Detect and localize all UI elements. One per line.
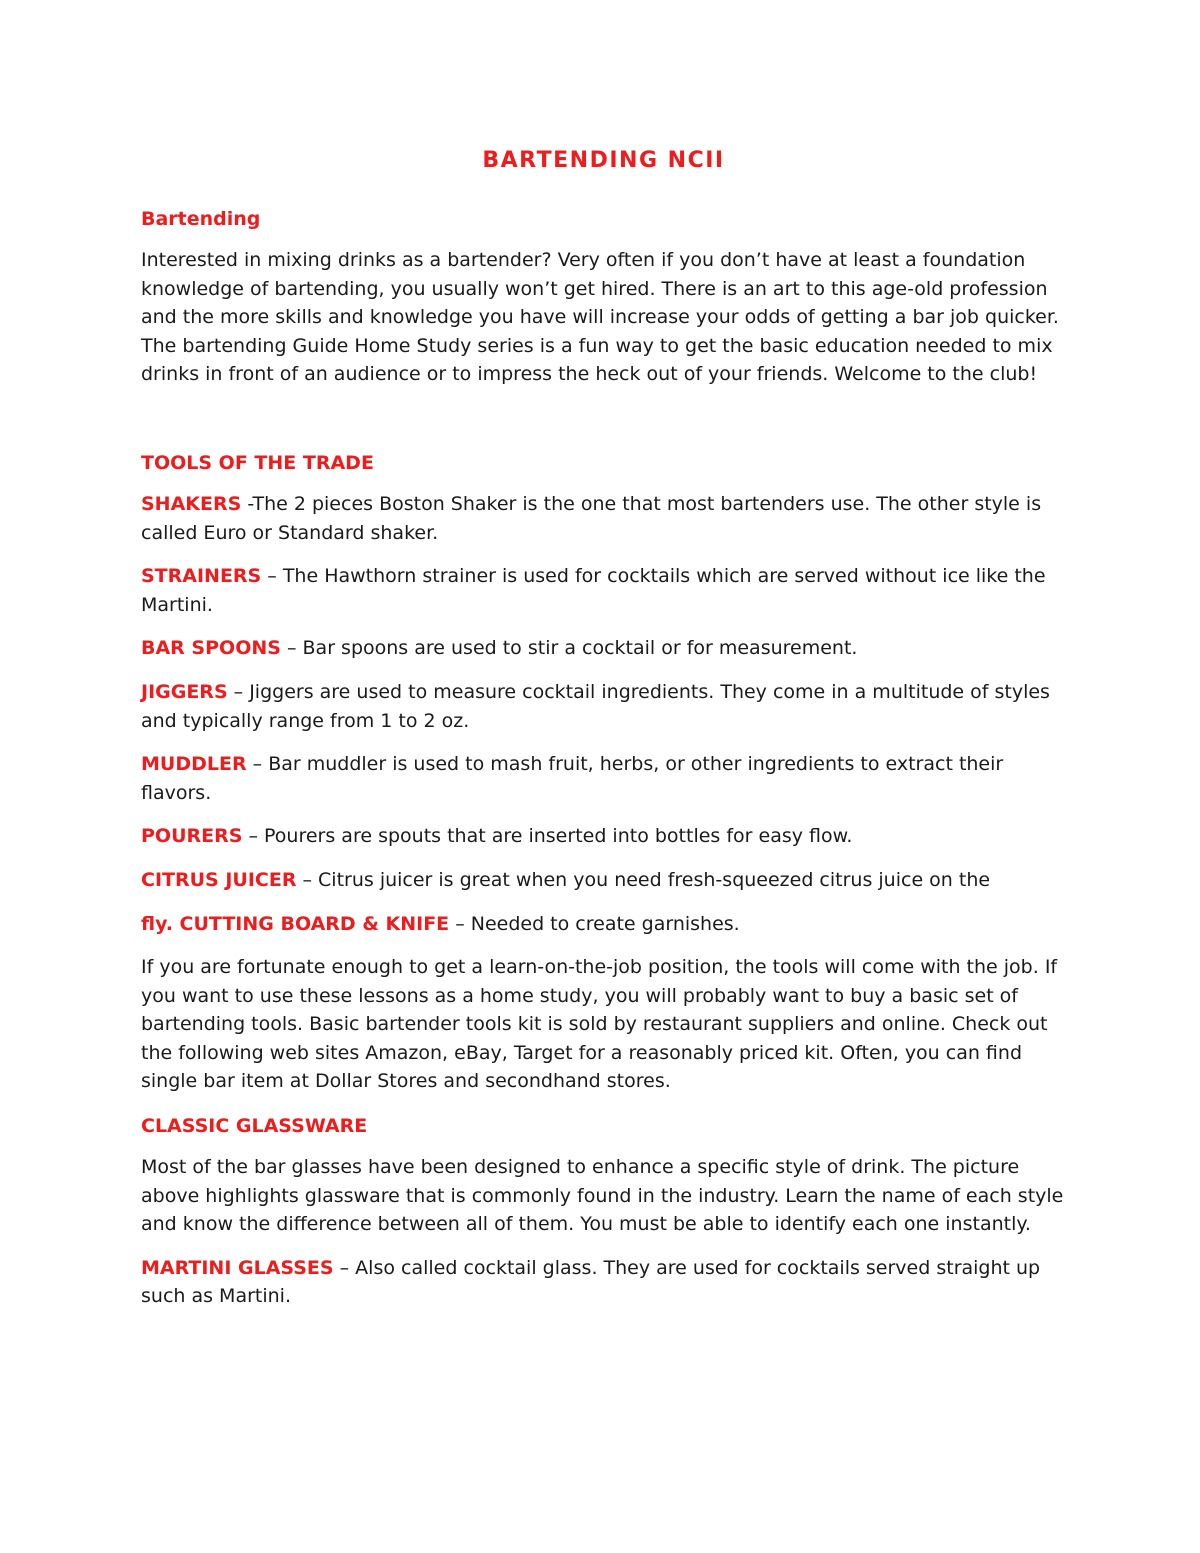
tools-closing-paragraph: If you are fortunate enough to get a learn-on-the-job position, the tools will come with the job. If you want to use these lessons as a home study, you will probably want to buy a basic set of bartending tools. Basic bartender tools kit is sold by restaurant suppliers and online. Check out the following web sites Amazon, eBay, Target for a reasonably priced kit. Often, you can find single bar item at Dollar Stores and secondhand stores. xyxy=(141,956,1058,1093)
tool-description: – Needed to create garnishes. xyxy=(449,912,740,935)
tool-item-strainers xyxy=(141,562,1066,619)
tool-term: SHAKERS xyxy=(141,492,242,515)
tool-term: fly. CUTTING BOARD & KNIFE xyxy=(141,912,450,935)
tool-item-jiggers xyxy=(141,678,1066,735)
tool-item-bar-spoons xyxy=(141,634,1066,663)
tool-description: – The Hawthorn strainer is used for cocktails which are served without ice like the Martini. xyxy=(141,565,1046,616)
tool-item-muddler xyxy=(141,750,1066,807)
tool-description: – Jiggers are used to measure cocktail ingredients. They come in a multitude of styles and typically range from 1 to 2 oz. xyxy=(141,680,1050,732)
glass-term: MARTINI GLASSES xyxy=(141,1256,334,1279)
tool-description: – Citrus juicer is great when you need fresh-squeezed citrus juice on the xyxy=(296,868,991,891)
section-heading-tools: TOOLS OF THE TRADE xyxy=(141,451,374,474)
document-title: BARTENDING NCII xyxy=(482,148,725,173)
section-heading-bartending: Bartending xyxy=(141,208,261,230)
tool-description: – Bar muddler is used to mash fruit, herbs, or other ingredients to extract their flavors. xyxy=(141,753,1004,804)
tool-description: – Bar spoons are used to stir a cocktail or for measurement. xyxy=(280,637,858,660)
glassware-paragraph: Most of the bar glasses have been designed to enhance a specific style of drink. The picture above highlights glassware that is commonly found in the industry. Learn the name of each style and know the difference between all of them. You must be able to identify each one instantly. xyxy=(141,1156,1064,1236)
section-heading-glassware: CLASSIC GLASSWARE xyxy=(141,1115,368,1138)
glass-description: – Also called cocktail glass. They are used for cocktails served straight up such as Martini. xyxy=(141,1256,1041,1308)
section-spacer xyxy=(141,404,1066,448)
tool-item-citrus-juicer xyxy=(141,866,1066,895)
tool-term: CITRUS JUICER xyxy=(141,868,297,891)
tool-term: MUDDLER xyxy=(141,753,247,776)
tool-description: – Pourers are spouts that are inserted into bottles for easy flow. xyxy=(242,825,853,848)
tool-term: STRAINERS xyxy=(141,565,262,588)
tool-description: -The 2 pieces Boston Shaker is the one that most bartenders use. The other style is called Euro or Standard shaker. xyxy=(141,492,1042,544)
tool-term: BAR SPOONS xyxy=(141,637,281,660)
glass-item-martini xyxy=(141,1254,1066,1311)
tool-term: POURERS xyxy=(141,825,243,848)
tool-term: JIGGERS xyxy=(141,680,228,703)
intro-paragraph: Interested in mixing drinks as a bartender? Very often if you don’t have at least a foundation knowledge of bartending, you usually won’t get hired. There is an art to this age-old profession and the more skills and knowledge you have will increase your odds of getting a bar job quicker. The bartending Guide Home Study series is a fun way to get the basic education needed to mix drinks in front of an audience or to impress the heck out of your friends. Welcome to the club! xyxy=(141,249,1059,386)
document-page xyxy=(141,140,1066,1326)
tool-item-cutting-board xyxy=(141,910,1066,939)
tool-item-pourers xyxy=(141,822,1066,851)
tool-item-shakers xyxy=(141,490,1066,547)
